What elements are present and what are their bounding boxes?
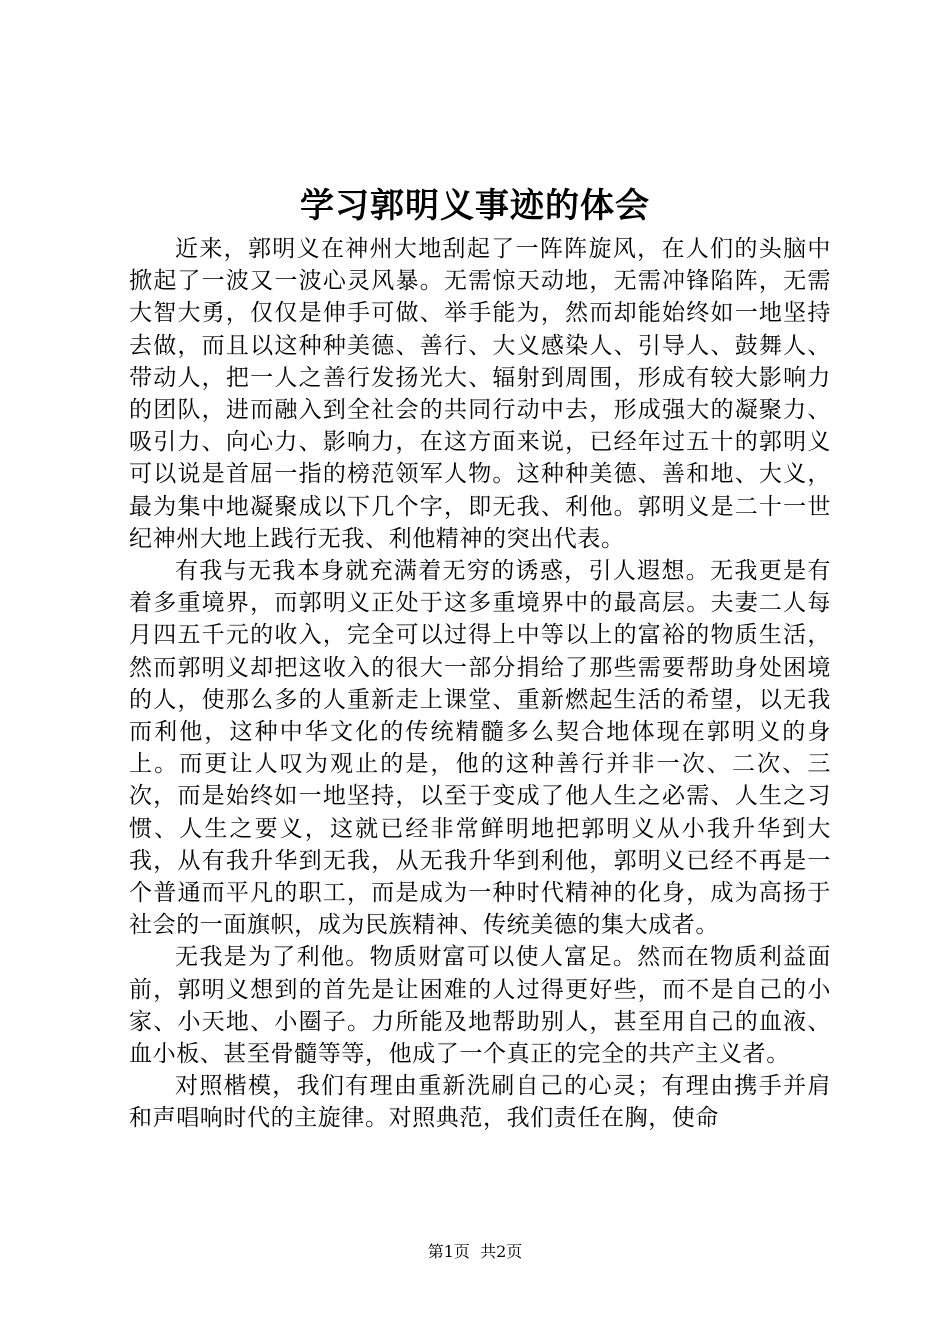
paragraph-3: 无我是为了利他。物质财富可以使人富足。然而在物质利益面前，郭明义想到的首先是让困难的人过得更好些，而不是自己的小家、小天地、小圈子。力所能及地帮助别人，甚至用自己的血液、血小板、甚至骨髓等等，他成了一个真正的完全的共产主义者。 xyxy=(129,944,831,1068)
paragraph-2: 有我与无我本身就充满着无穷的诱惑，引人遐想。无我更是有着多重境界，而郭明义正处于这多重境界中的最高层。夫妻二人每月四五千元的收入，完全可以过得上中等以上的富裕的物质生活，然而郭明义却把这收入的很大一部分捐给了那些需要帮助身处困境的人，使那么多的人重新走上课堂、重新燃起生活的希望，以无我而利他，这种中华文化的传统精髓多么契合地体现在郭明义的身上。而更让人叹为观止的是，他的这种善行并非一次、二次、三次，而是始终如一地坚持，以至于变成了他人生之必需、人生之习惯、人生之要义，这就已经非常鲜明地把郭明义从小我升华到大我，从有我升华到无我，从无我升华到利他，郭明义已经不再是一个普通而平凡的职工，而是成为一种时代精神的化身，成为高扬于社会的一面旗帜，成为民族精神、传统美德的集大成者。 xyxy=(129,558,831,939)
article-body xyxy=(129,233,831,1135)
page-title: 学习郭明义事迹的体会 xyxy=(300,186,650,226)
page-footer: 第1页 共2页 xyxy=(427,1242,523,1261)
paragraph-4: 对照楷模，我们有理由重新洗刷自己的心灵；有理由携手并肩和声唱响时代的主旋律。对照典范，我们责任在胸，使命 xyxy=(129,1073,831,1132)
paragraph-1: 近来，郭明义在神州大地刮起了一阵阵旋风，在人们的头脑中掀起了一波又一波心灵风暴。无需惊天动地，无需冲锋陷阵，无需大智大勇，仅仅是伸手可做、举手能为，然而却能始终如一地坚持去做，而且以这种种美德、善行、大义感染人、引导人、鼓舞人、带动人，把一人之善行发扬光大、辐射到周围，形成有较大影响力的团队，进而融入到全社会的共同行动中去，形成强大的凝聚力、吸引力、向心力、影响力，在这方面来说，已经年过五十的郭明义可以说是首屈一指的榜范领军人物。这种种美德、善和地、大义，最为集中地凝聚成以下几个字，即无我、利他。郭明义是二十一世纪神州大地上践行无我、利他精神的突出代表。 xyxy=(129,236,831,552)
